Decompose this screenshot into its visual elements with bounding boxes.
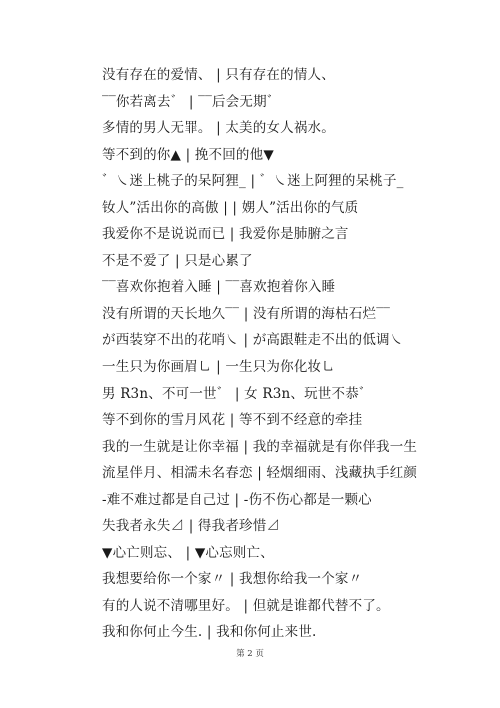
text-line: 我和你何止今生. | 我和你何止来世. [102,624,317,641]
text-line: 钕人”活出你的高傲 | | 娚人”活出你的气质 [102,199,359,216]
text-line: 一生只为你画眉㇟ | 一生只为你化妆㇟ [102,359,335,376]
text-line: 不是不爱了 | 只是心累了 [102,252,253,269]
text-line: 我的一生就是让你幸福 | 我的幸福就是有你伴我一生 [102,438,418,455]
text-line: 我想要给你一个家〃 | 我想你给我一个家〃 [102,571,363,588]
text-line: 没有所谓的天长地久‾‾ | 没有所谓的海枯石烂‾‾ [102,305,391,322]
text-line: が西装穿不出的花哨㇏ | が高跟鞋走不出的低调㇏ [102,332,404,349]
text-line: ゛㇏迷上桃子的呆阿狸_ | ゛㇏迷上阿狸的呆桃子_ [102,173,404,190]
text-line: 等不到的你▲ | 挽不回的他▼ [102,146,274,163]
text-line: ‾‾你若离去゛ | ‾‾后会无期゛ [102,93,281,110]
text-line: 男 R3n、不可一世゛ | 女 R3n、玩世不恭゛ [102,385,373,402]
text-line: ▼心亡则忘、 | ▼心忘则亡、 [102,544,274,561]
text-line: 多情的男人无罪。 | 太美的女人祸水。 [102,120,335,137]
text-line: 没有存在的爱情、 | 只有存在的情人、 [102,67,335,83]
text-line: 有的人说不清哪里好。 | 但就是谁都代替不了。 [102,597,390,614]
page-number: 第 2 页 [236,649,264,659]
text-line: ‾‾喜欢你抱着入睡 | ‾‾喜欢抱着你入睡 [102,279,336,296]
text-lines [102,64,492,648]
text-line: 流星伴月、相濡未名春恋 | 轻烟细雨、浅藏执手红颜 [102,465,418,482]
text-line: 等不到你的雪月风花 | 等不到不经意的牵挂 [102,412,363,429]
text-line: 我爱你不是说说而已 | 我爱你是肺腑之言 [102,226,349,243]
text-line: 失我者永失⊿ | 得我者珍惜⊿ [102,518,281,535]
text-line: -难不难过都是自己过 | -伤不伤心都是一颗心 [102,491,372,508]
